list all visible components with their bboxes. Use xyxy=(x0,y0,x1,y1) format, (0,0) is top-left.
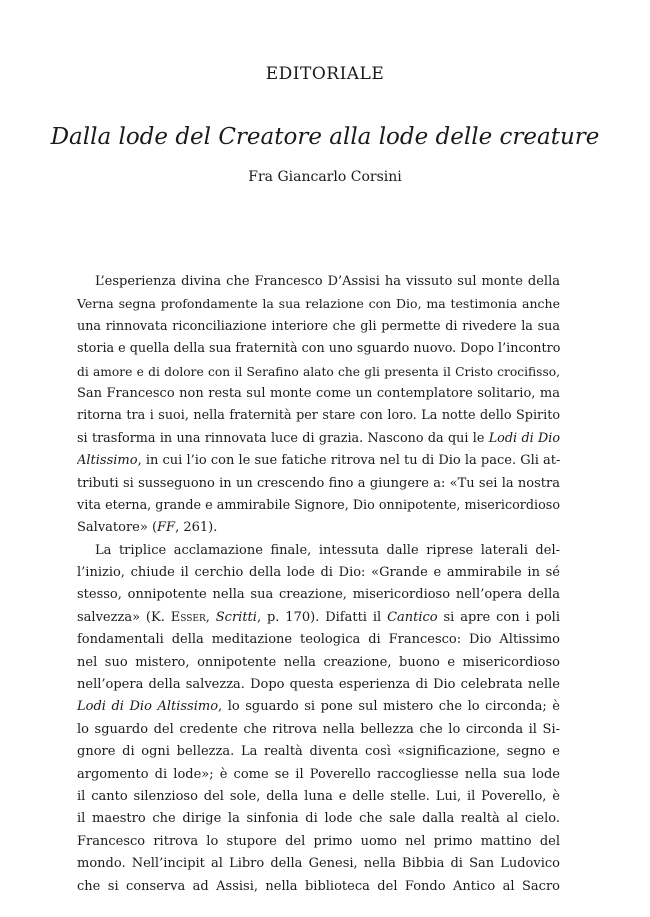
text-line: tributi si susseguono in un crescendo fino a giungere a: «Tu sei la nostra xyxy=(77,475,560,491)
text-line: Francesco ritrova lo stupore del primo uomo nel primo mattino del xyxy=(77,833,560,849)
text-line: il maestro che dirige la sinfonia di lode che sale dalla realtà al cielo. xyxy=(77,811,560,827)
text-line: storia e quella della sua fraternità con uno sguardo nuovo. Dopo l’incontro xyxy=(77,341,560,357)
text-line: l’inizio, chiude il cerchio della lode di Dio: «Grande e ammirabile in sé xyxy=(77,565,560,581)
text-line: lo sguardo del credente che ritrova nella bellezza che lo circonda il Si- xyxy=(77,721,560,737)
text-line: nel suo mistero, onnipotente nella creazione, buono e misericordioso xyxy=(77,654,560,670)
text-run: Salvatore» ( xyxy=(77,520,158,536)
paragraph-1 xyxy=(77,271,560,540)
text-line: gnore di ogni bellezza. La realtà diventa così «significazione, segno e xyxy=(77,744,560,760)
text-run: si trasforma in una rinnovata luce di grazia. Nascono da qui le xyxy=(77,430,489,446)
text-line: il canto silenzioso del sole, della luna e delle stelle. Lui, il Poverello, è xyxy=(77,788,560,804)
text-line: La triplice acclamazione finale, intessuta dalle riprese laterali del- xyxy=(95,542,560,558)
citation-abbrev: FF xyxy=(157,520,176,536)
article-body xyxy=(77,271,560,898)
text-line: nell’opera della salvezza. Dopo questa esperienza di Dio celebrata nelle xyxy=(77,677,560,693)
italic-title: Lodi di Dio Altissimo xyxy=(77,699,219,715)
text-run: salvezza» (K. xyxy=(77,609,171,625)
text-line: vita eterna, grande e ammirabile Signore, Dio onnipotente, misericordioso xyxy=(77,497,560,513)
text-line: ritorna tra i suoi, nella fraternità per stare con loro. La notte dello Spirito xyxy=(77,408,560,424)
text-line xyxy=(77,696,560,718)
italic-title: Lodi di Dio xyxy=(488,430,560,446)
paragraph-2 xyxy=(77,540,560,898)
text-run: , lo sguardo si pone sul mistero che lo circonda; è xyxy=(218,699,560,715)
text-run: , 261). xyxy=(175,520,218,536)
text-line: San Francesco non resta sul monte come un contemplatore solitario, ma xyxy=(77,385,560,401)
text-line: mondo. Nell’incipit al Libro della Genesi, nella Bibbia di San Ludovico xyxy=(77,856,560,872)
text-run: , p. 170). Difatti il xyxy=(256,609,388,625)
text-line xyxy=(77,607,560,629)
article-title: Dalla lode del Creatore alla lode delle creature xyxy=(50,124,600,150)
text-run: , in cui l’io con le sue fatiche ritrova nel tu di Dio la pace. Gli at- xyxy=(137,453,560,469)
text-run: si apre con i poli xyxy=(437,609,560,625)
text-line: fondamentali della meditazione teologica di Francesco: Dio Altissimo xyxy=(77,632,560,648)
text-line: stesso, onnipotente nella sua creazione, misericordioso nell’opera della xyxy=(77,587,560,603)
text-line xyxy=(77,517,560,539)
section-label: EDITORIALE xyxy=(265,64,385,84)
italic-title: Cantico xyxy=(387,609,438,625)
text-run: , xyxy=(205,609,216,625)
author-smallcaps: Esser xyxy=(170,609,206,625)
text-line xyxy=(77,428,560,450)
text-line: argomento di lode»; è come se il Poverello raccogliesse nella sua lode xyxy=(77,766,560,782)
text-line xyxy=(77,450,560,472)
text-line: una rinnovata riconciliazione interiore che gli permette di rivedere la sua xyxy=(77,318,560,334)
text-line: di amore e di dolore con il Serafino alato che gli presenta il Cristo crocifisso, xyxy=(77,364,560,379)
text-line: che si conserva ad Assisi, nella biblioteca del Fondo Antico al Sacro xyxy=(77,878,560,894)
italic-title: Altissimo xyxy=(77,453,138,469)
italic-title: Scritti xyxy=(215,609,257,625)
text-line: L’esperienza divina che Francesco D’Assisi ha vissuto sul monte della xyxy=(95,274,560,289)
author-name: Fra Giancarlo Corsini xyxy=(248,169,402,185)
text-line: Verna segna profondamente la sua relazione con Dio, ma testimonia anche xyxy=(77,296,560,312)
